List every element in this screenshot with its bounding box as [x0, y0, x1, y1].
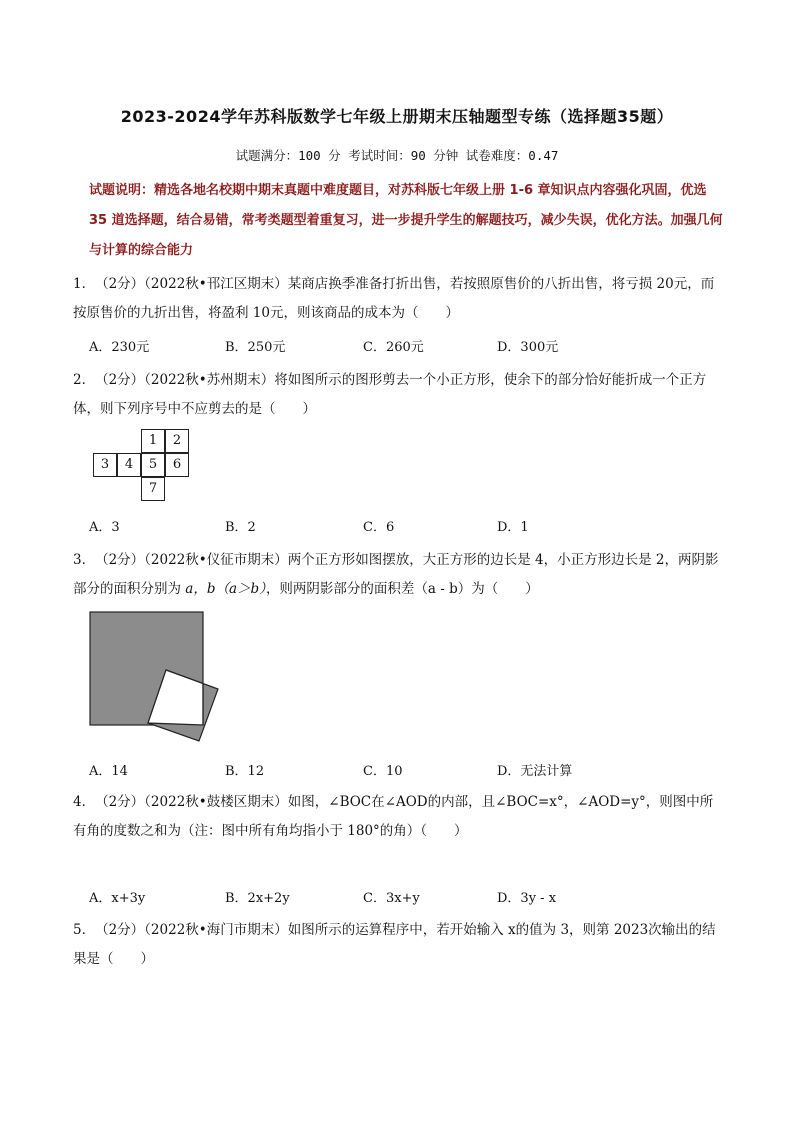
exam-instructions: [89, 176, 729, 266]
option-b[interactable]: B．12: [225, 764, 265, 779]
option-a[interactable]: A．x+3y: [89, 891, 146, 906]
question-2-options: [89, 516, 729, 536]
question-4: [73, 788, 725, 846]
net-cell-4: 4: [117, 453, 141, 477]
option-c[interactable]: C．3x+y: [363, 891, 420, 906]
question-2: [73, 366, 725, 424]
net-cell-2: 2: [165, 429, 189, 453]
question-text: （2分）（2022秋•苏州期末）将如图所示的图形剪去一个小正方形，使余下的部分恰好能折成一个正方体，则下列序号中不应剪去的是（ ）: [73, 372, 707, 417]
option-b[interactable]: B．2x+2y: [225, 891, 290, 906]
option-b[interactable]: B．250元: [225, 340, 286, 355]
option-a[interactable]: A．230元: [89, 340, 150, 355]
option-d[interactable]: D．无法计算: [497, 764, 573, 779]
question-3: [73, 546, 725, 604]
net-cell-3: 3: [93, 453, 117, 477]
net-cell-1: 1: [141, 429, 165, 453]
question-1: [73, 270, 725, 328]
option-c[interactable]: C．260元: [363, 340, 424, 355]
question-text: （2分）（2022秋•邗江区期末）某商店换季准备打折出售，若按照原售价的八折出售，将亏损 20元，而按原售价的九折出售，将盈利 10元，则该商品的成本为（ ）: [73, 276, 715, 321]
question-4-options: [89, 887, 729, 907]
question-number: 1．: [73, 276, 96, 292]
question-variables: a，b（a＞b）: [185, 581, 266, 597]
exam-meta: 试题满分：100 分 考试时间：90 分钟 试卷难度：0.47: [235, 148, 559, 163]
question-1-options: [89, 336, 729, 356]
question-number: 4．: [73, 794, 96, 810]
option-a[interactable]: A．14: [89, 764, 128, 779]
page-title: 2023-2024学年苏科版数学七年级上册期末压轴题型专练（选择题35题）: [120, 107, 674, 126]
question-text-a: （2分）（2022秋•仪征市期末）两个正方形如图摆放，大正方形的边长是 4，小正方形边长是 2，两阴影部分的面积分别为: [73, 552, 719, 597]
option-b[interactable]: B．2: [225, 520, 256, 535]
instructions-lead: 试题说明：: [89, 183, 155, 198]
option-c[interactable]: C．10: [363, 764, 403, 779]
net-cell-7: 7: [141, 477, 165, 501]
question-number: 3．: [73, 552, 96, 568]
question-text: （2分）（2022秋•鼓楼区期末）如图，∠BOC在∠AOD的内部，且∠BOC=x°，∠AOD=y°，则图中所有角的度数之和为（注：图中所有角均指小于 180°的角）（ ）: [73, 794, 714, 839]
option-d[interactable]: D．3y - x: [497, 891, 557, 906]
net-cell-6: 6: [165, 453, 189, 477]
option-c[interactable]: C．6: [363, 520, 395, 535]
question-text-c: ，则两阴影部分的面积差（a - b）为（ ）: [265, 581, 539, 597]
overlapping-squares-figure: [88, 610, 222, 746]
option-d[interactable]: D．300元: [497, 340, 559, 355]
question-number: 5．: [73, 922, 96, 938]
question-5: [73, 916, 725, 974]
net-cell-5: 5: [141, 453, 165, 477]
option-a[interactable]: A．3: [89, 520, 120, 535]
cube-net-figure: [89, 429, 193, 505]
question-text: （2分）（2022秋•海门市期末）如图所示的运算程序中，若开始输入 x的值为 3，则第 2023次输出的结果是（ ）: [73, 922, 716, 967]
option-d[interactable]: D．1: [497, 520, 529, 535]
question-3-options: [89, 760, 729, 780]
question-number: 2．: [73, 372, 96, 388]
instructions-body: 精选各地名校期中期末真题中难度题目，对苏科版七年级上册 1-6 章知识点内容强化巩固，优选 35 道选择题，结合易错，常考类题型着重复习，进一步提升学生的解题技巧，减少失误，优化方法。加强几何与计算的综合能力: [89, 183, 723, 258]
